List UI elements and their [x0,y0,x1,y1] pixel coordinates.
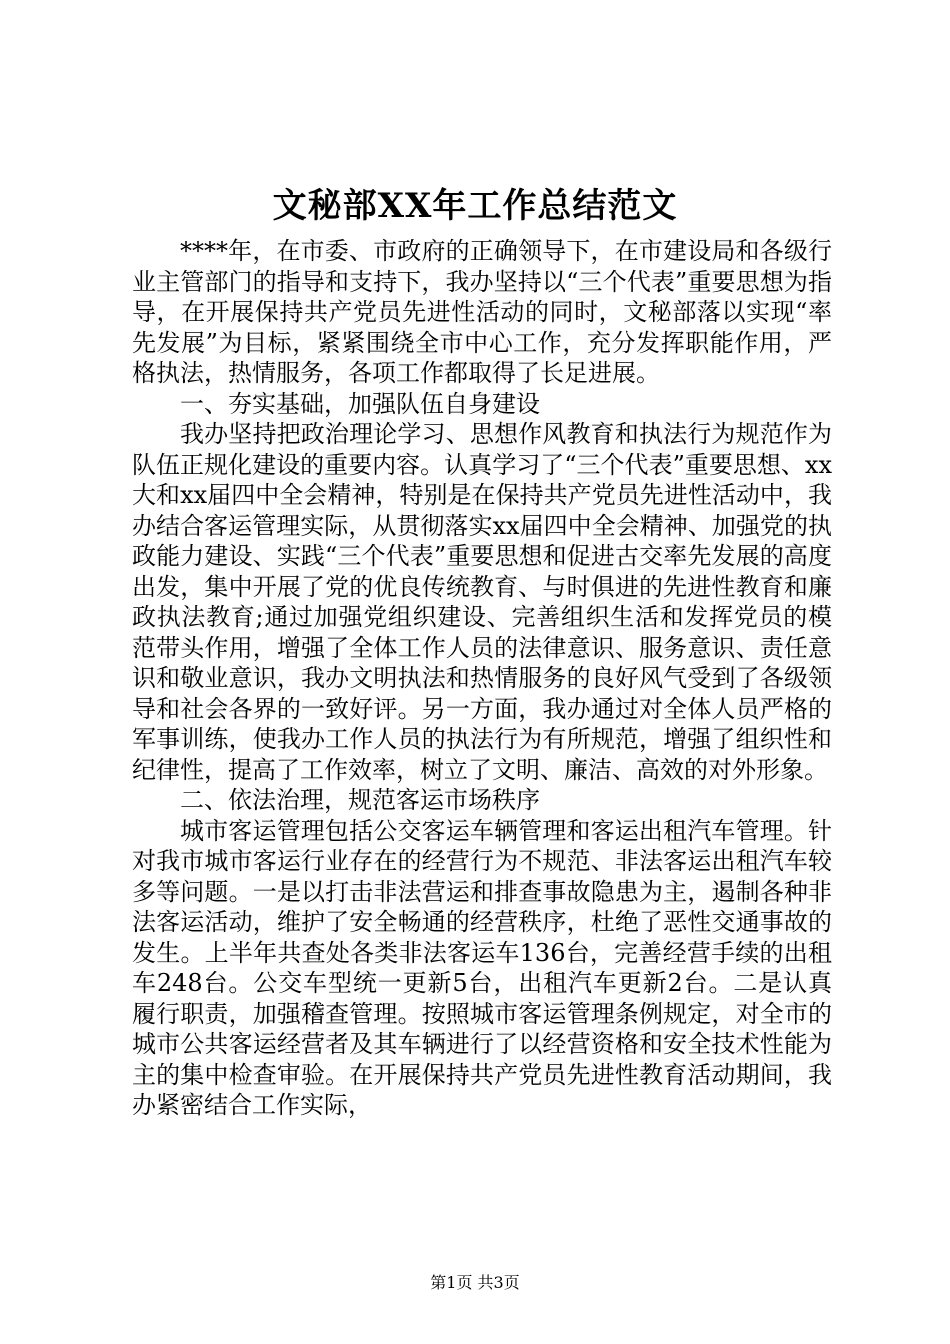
page-footer: 第1页 共3页 [430,1273,520,1292]
intro-paragraph: ****年，在市委、市政府的正确领导下，在市建设局和各级行业主管部门的指导和支持下，我办坚持以“三个代表”重要思想为指导，在开展保持共产党员先进性活动的同时，文秘部落以实现“率先发展”为目标，紧紧围绕全市中心工作，充分发挥职能作用，严格执法，热情服务，各项工作都取得了长足进展。 [132,237,832,387]
document-title: 文秘部XX年工作总结范文 [272,186,678,226]
section-heading-2: 二、依法治理，规范客运市场秩序 [180,786,540,814]
document-body [132,236,832,1121]
section-1-paragraph: 我办坚持把政治理论学习、思想作风教育和执法行为规范作为队伍正规化建设的重要内容。认真学习了“三个代表”重要思想、xx大和xx届四中全会精神，特别是在保持共产党员先进性活动中，我办结合客运管理实际，从贯彻落实xx届四中全会精神、加强党的执政能力建设、实践“三个代表”重要思想和促进古交率先发展的高度出发，集中开展了党的优良传统教育、与时俱进的先进性教育和廉政执法教育;通过加强党组织建设、完善组织生活和发挥党员的模范带头作用，增强了全体工作人员的法律意识、服务意识、责任意识和敬业意识，我办文明执法和热情服务的良好风气受到了各级领导和社会各界的一致好评。另一方面，我办通过对全体人员严格的军事训练，使我办工作人员的执法行为有所规范，增强了组织性和纪律性，提高了工作效率，树立了文明、廉洁、高效的对外形象。 [132,420,832,784]
section-heading-1: 一、夯实基础，加强队伍自身建设 [180,389,540,418]
section-2-paragraph: 城市客运管理包括公交客运车辆管理和客运出租汽车管理。针对我市城市客运行业存在的经营行为不规范、非法客运出租汽车较多等问题。一是以打击非法营运和排查事故隐患为主，遏制各种非法客运活动，维护了安全畅通的经营秩序，杜绝了恶性交通事故的发生。上半年共查处各类非法客运车136台，完善经营手续的出租车248台。公交车型统一更新5台，出租汽车更新2台。二是认真履行职责，加强稽查管理。按照城市客运管理条例规定，对全市的城市公共客运经营者及其车辆进行了以经营资格和安全技术性能为主的集中检查审验。在开展保持共产党员先进性教育活动期间，我办紧密结合工作实际， [132,816,832,1119]
